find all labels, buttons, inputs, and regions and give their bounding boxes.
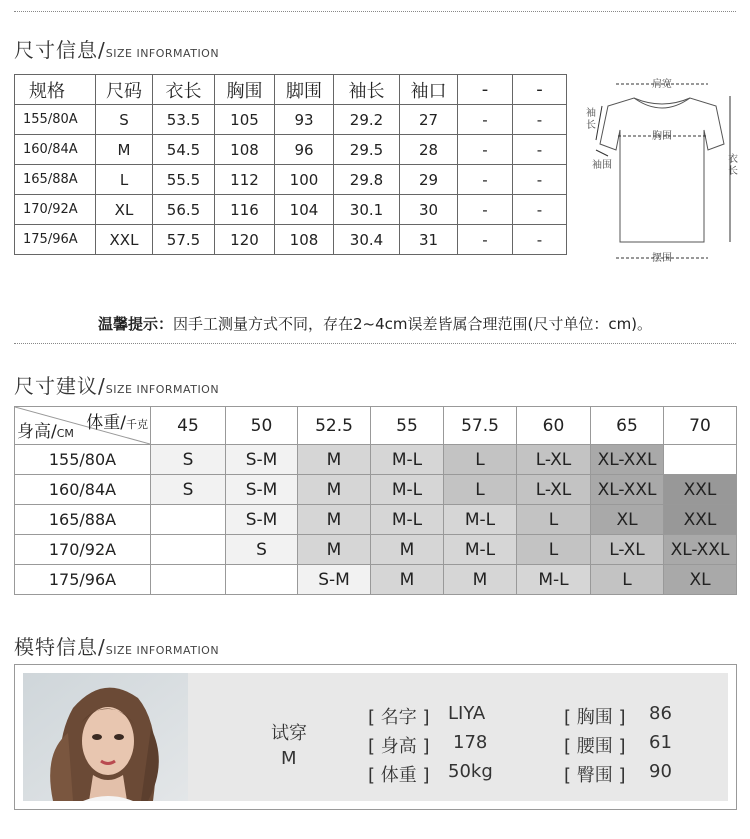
recommend-size-cell: M-L <box>444 505 517 535</box>
size-table-cell: 108 <box>215 135 275 165</box>
size-table-cell: 108 <box>275 225 334 255</box>
size-table-cell: 120 <box>215 225 275 255</box>
height-row-label: 155/80A <box>15 445 151 475</box>
height-row-label: 160/84A <box>15 475 151 505</box>
size-info-title: 尺寸信息/ <box>14 38 106 62</box>
model-waist-label: [ 腰围 ] <box>564 736 626 757</box>
size-table-cell: 105 <box>215 105 275 135</box>
length-label-2: 长 <box>728 166 738 177</box>
size-table-row <box>15 135 567 165</box>
recommend-size-cell: M <box>444 565 517 595</box>
size-table-cell: 57.5 <box>153 225 215 255</box>
recommend-size-cell: M <box>298 505 371 535</box>
model-name-label: [ 名字 ] <box>368 707 430 728</box>
shoulder-label: 肩宽 <box>652 79 672 90</box>
size-table-cell: - <box>458 195 513 225</box>
size-table-cell: - <box>513 165 567 195</box>
size-table-cell: 112 <box>215 165 275 195</box>
weight-header-cell: 60 <box>517 407 591 445</box>
model-height: 178 <box>453 732 488 753</box>
recommend-size-cell: XXL <box>664 505 737 535</box>
cuff-label: 袖围 <box>592 160 612 171</box>
sleeve-label-2: 长 <box>586 120 596 131</box>
chest-label: 胸围 <box>652 131 672 142</box>
model-bust: 86 <box>649 703 672 724</box>
recommend-size-cell: L-XL <box>517 475 591 505</box>
tshirt-outline <box>600 98 724 242</box>
recommend-size-cell <box>151 535 226 565</box>
recommend-size-cell: XL-XXL <box>591 445 664 475</box>
size-info-table <box>14 74 567 255</box>
recommend-size-cell: XL-XXL <box>664 535 737 565</box>
size-info-subtitle: SIZE INFORMATION <box>105 47 220 60</box>
recommend-size-cell: L <box>444 475 517 505</box>
recommend-size-cell <box>151 565 226 595</box>
size-table-cell: 155/80A <box>15 105 96 135</box>
recommend-size-cell <box>226 565 298 595</box>
tshirt-measure-diagram <box>582 70 742 270</box>
weight-header-cell: 55 <box>371 407 444 445</box>
size-table-cell: 27 <box>400 105 458 135</box>
size-table-cell: 28 <box>400 135 458 165</box>
size-info-heading <box>14 34 219 63</box>
model-name: LIYA <box>448 703 486 724</box>
recommend-size-cell <box>664 445 737 475</box>
weight-header-cell: 45 <box>151 407 226 445</box>
recommend-size-cell: M-L <box>371 505 444 535</box>
recommend-size-cell: M <box>298 445 371 475</box>
model-weight: 50kg <box>448 761 493 782</box>
model-info-heading <box>14 631 219 660</box>
size-table-cell: 31 <box>400 225 458 255</box>
recommend-size-cell: M <box>298 475 371 505</box>
size-advice-heading <box>14 370 219 399</box>
weight-axis-label: 体重/千克 <box>86 413 148 433</box>
length-label-1: 衣 <box>728 154 738 165</box>
model-height-label: [ 身高 ] <box>368 736 430 757</box>
size-advice-title: 尺寸建议/ <box>14 374 106 398</box>
size-table-header-cell: 袖长 <box>334 75 400 105</box>
recommend-size-cell: M-L <box>517 565 591 595</box>
height-row-label: 175/96A <box>15 565 151 595</box>
recommend-row <box>15 475 737 505</box>
size-table-cell: - <box>513 105 567 135</box>
height-axis-label: 身高/CM <box>17 422 74 442</box>
size-table-cell: 30.1 <box>334 195 400 225</box>
size-table-cell: 30 <box>400 195 458 225</box>
size-table-cell: - <box>458 105 513 135</box>
recommend-size-cell: S-M <box>226 475 298 505</box>
recommend-size-cell: M-L <box>371 475 444 505</box>
size-table-cell: - <box>513 225 567 255</box>
height-row-label: 165/88A <box>15 505 151 535</box>
size-table-cell: 104 <box>275 195 334 225</box>
size-table-cell: 100 <box>275 165 334 195</box>
size-table-cell: XL <box>96 195 153 225</box>
size-table-cell: 29.8 <box>334 165 400 195</box>
model-hip-label: [ 臀围 ] <box>564 765 626 786</box>
size-table-cell: - <box>458 135 513 165</box>
size-table-cell: 54.5 <box>153 135 215 165</box>
recommend-size-cell: L-XL <box>591 535 664 565</box>
model-info-box <box>14 664 737 810</box>
weight-header-cell: 70 <box>664 407 737 445</box>
weight-height-corner <box>15 407 151 445</box>
size-table-cell: 53.5 <box>153 105 215 135</box>
size-table-cell: 56.5 <box>153 195 215 225</box>
recommend-size-cell: M <box>371 535 444 565</box>
recommend-size-cell: S <box>151 475 226 505</box>
height-row-label: 170/92A <box>15 535 151 565</box>
size-table-cell: 165/88A <box>15 165 96 195</box>
size-table-row <box>15 195 567 225</box>
size-table-header-cell: 规格 <box>15 75 96 105</box>
measurement-tip <box>0 313 750 334</box>
recommend-size-cell: M <box>298 535 371 565</box>
size-table-cell: - <box>513 135 567 165</box>
weight-header-cell: 65 <box>591 407 664 445</box>
size-table-cell: 170/92A <box>15 195 96 225</box>
top-divider <box>14 11 736 12</box>
try-on-label: 试穿 <box>271 723 307 744</box>
size-table-header-cell: - <box>513 75 567 105</box>
recommend-header-row <box>15 407 737 445</box>
size-table-cell: 55.5 <box>153 165 215 195</box>
model-hip: 90 <box>649 761 672 782</box>
size-table-cell: 116 <box>215 195 275 225</box>
size-table-cell: XXL <box>96 225 153 255</box>
sleeve-label-1: 袖 <box>586 108 596 119</box>
model-photo <box>23 673 188 801</box>
size-table-cell: - <box>513 195 567 225</box>
size-table-cell: 30.4 <box>334 225 400 255</box>
size-table-cell: 175/96A <box>15 225 96 255</box>
size-recommend-table <box>14 406 737 595</box>
recommend-size-cell: XL <box>664 565 737 595</box>
recommend-size-cell: M <box>371 565 444 595</box>
tip-bold: 温馨提示： <box>97 315 173 333</box>
model-weight-label: [ 体重 ] <box>368 765 430 786</box>
size-table-cell: - <box>458 225 513 255</box>
recommend-size-cell: L-XL <box>517 445 591 475</box>
size-table-header-cell: 胸围 <box>215 75 275 105</box>
model-waist: 61 <box>649 732 672 753</box>
recommend-row <box>15 505 737 535</box>
size-table-row <box>15 225 567 255</box>
size-table-cell: 29 <box>400 165 458 195</box>
size-table-cell: - <box>458 165 513 195</box>
size-table-cell: 93 <box>275 105 334 135</box>
recommend-size-cell: S-M <box>298 565 371 595</box>
recommend-size-cell: XL <box>591 505 664 535</box>
size-table-row <box>15 165 567 195</box>
size-table-cell: 29.2 <box>334 105 400 135</box>
size-table-header-row <box>15 75 567 105</box>
model-bust-label: [ 胸围 ] <box>564 707 626 728</box>
model-info-subtitle: SIZE INFORMATION <box>105 644 220 657</box>
recommend-size-cell: XXL <box>664 475 737 505</box>
size-table-cell: 29.5 <box>334 135 400 165</box>
recommend-size-cell: XL-XXL <box>591 475 664 505</box>
size-table-cell: 96 <box>275 135 334 165</box>
model-info-panel <box>23 673 728 801</box>
recommend-size-cell: S <box>151 445 226 475</box>
weight-header-cell: 50 <box>226 407 298 445</box>
recommend-size-cell: S-M <box>226 505 298 535</box>
recommend-size-cell: S <box>226 535 298 565</box>
middle-divider <box>14 343 736 344</box>
tip-text: 因手工测量方式不同，存在2~4cm误差皆属合理范围(尺寸单位：cm)。 <box>172 315 653 333</box>
recommend-row <box>15 565 737 595</box>
recommend-row <box>15 445 737 475</box>
size-advice-subtitle: SIZE INFORMATION <box>105 383 220 396</box>
size-table-row <box>15 105 567 135</box>
model-info-title: 模特信息/ <box>14 635 106 659</box>
recommend-size-cell <box>151 505 226 535</box>
size-table-header-cell: 袖口 <box>400 75 458 105</box>
size-table-cell: S <box>96 105 153 135</box>
size-table-header-cell: 衣长 <box>153 75 215 105</box>
recommend-size-cell: L <box>444 445 517 475</box>
weight-header-cell: 57.5 <box>444 407 517 445</box>
recommend-size-cell: S-M <box>226 445 298 475</box>
size-table-cell: 160/84A <box>15 135 96 165</box>
recommend-size-cell: L <box>517 535 591 565</box>
recommend-size-cell: L <box>517 505 591 535</box>
recommend-size-cell: M-L <box>444 535 517 565</box>
try-on-size: M <box>281 748 297 769</box>
size-table-header-cell: 脚围 <box>275 75 334 105</box>
hem-label: 摆围 <box>652 253 672 264</box>
weight-header-cell: 52.5 <box>298 407 371 445</box>
size-table-cell: M <box>96 135 153 165</box>
size-table-cell: L <box>96 165 153 195</box>
size-table-header-cell: - <box>458 75 513 105</box>
size-table-header-cell: 尺码 <box>96 75 153 105</box>
recommend-row <box>15 535 737 565</box>
recommend-size-cell: L <box>591 565 664 595</box>
recommend-size-cell: M-L <box>371 445 444 475</box>
